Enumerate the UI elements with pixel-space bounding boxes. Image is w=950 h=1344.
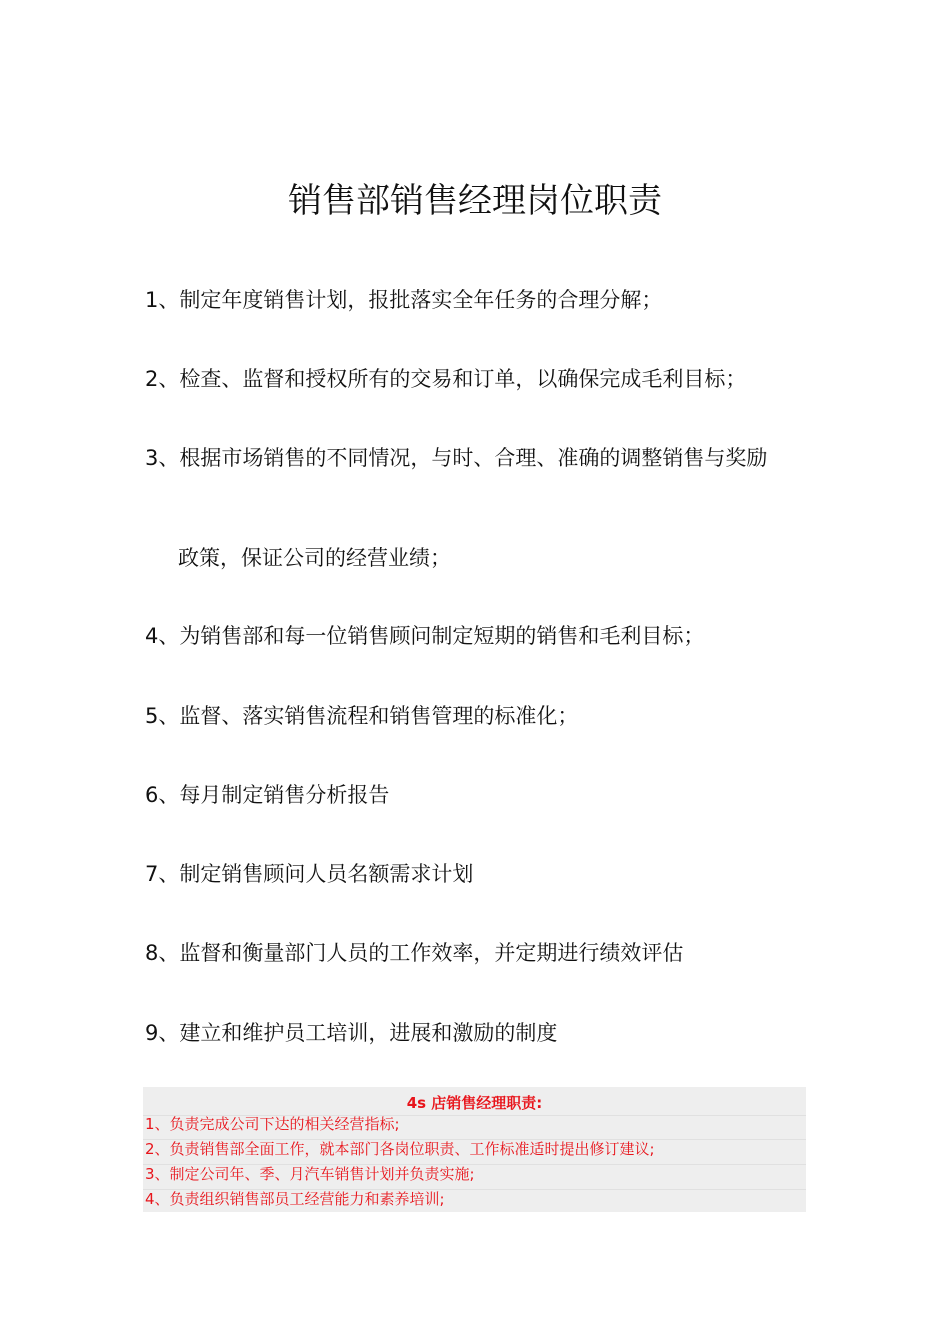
duty-item-1: 1、制定年度销售计划，报批落实全年任务的合理分解； (145, 288, 663, 312)
page-title: 销售部销售经理岗位职责 (288, 181, 662, 221)
box-line-1: 1、负责完成公司下达的相关经营指标; (145, 1115, 400, 1133)
box-line-4: 4、负责组织销售部员工经营能力和素养培训; (145, 1190, 445, 1208)
box-title: 4s 店销售经理职责: (406, 1094, 543, 1112)
box-line-2: 2、负责销售部全面工作，就本部门各岗位职责、工作标准适时提出修订建议; (145, 1140, 655, 1158)
sales-manager-4s-duties-box (143, 1087, 806, 1212)
duty-item-6: 6、每月制定销售分析报告 (145, 783, 390, 807)
duty-item-7: 7、制定销售顾问人员名额需求计划 (145, 862, 474, 886)
box-line-3: 3、制定公司年、季、月汽车销售计划并负责实施; (145, 1165, 475, 1183)
duty-item-4: 4、为销售部和每一位销售顾问制定短期的销售和毛利目标； (145, 624, 705, 648)
duty-item-2: 2、检查、监督和授权所有的交易和订单，以确保完成毛利目标； (145, 367, 747, 391)
duty-item-5: 5、监督、落实销售流程和销售管理的标准化； (145, 704, 579, 728)
duty-item-3-continuation: 政策，保证公司的经营业绩； (178, 546, 451, 570)
duty-item-8: 8、监督和衡量部门人员的工作效率，并定期进行绩效评估 (145, 941, 684, 965)
duty-item-9: 9、建立和维护员工培训，进展和激励的制度 (145, 1021, 558, 1045)
duty-item-3: 3、根据市场销售的不同情况，与时、合理、准确的调整销售与奖励 (145, 446, 768, 470)
